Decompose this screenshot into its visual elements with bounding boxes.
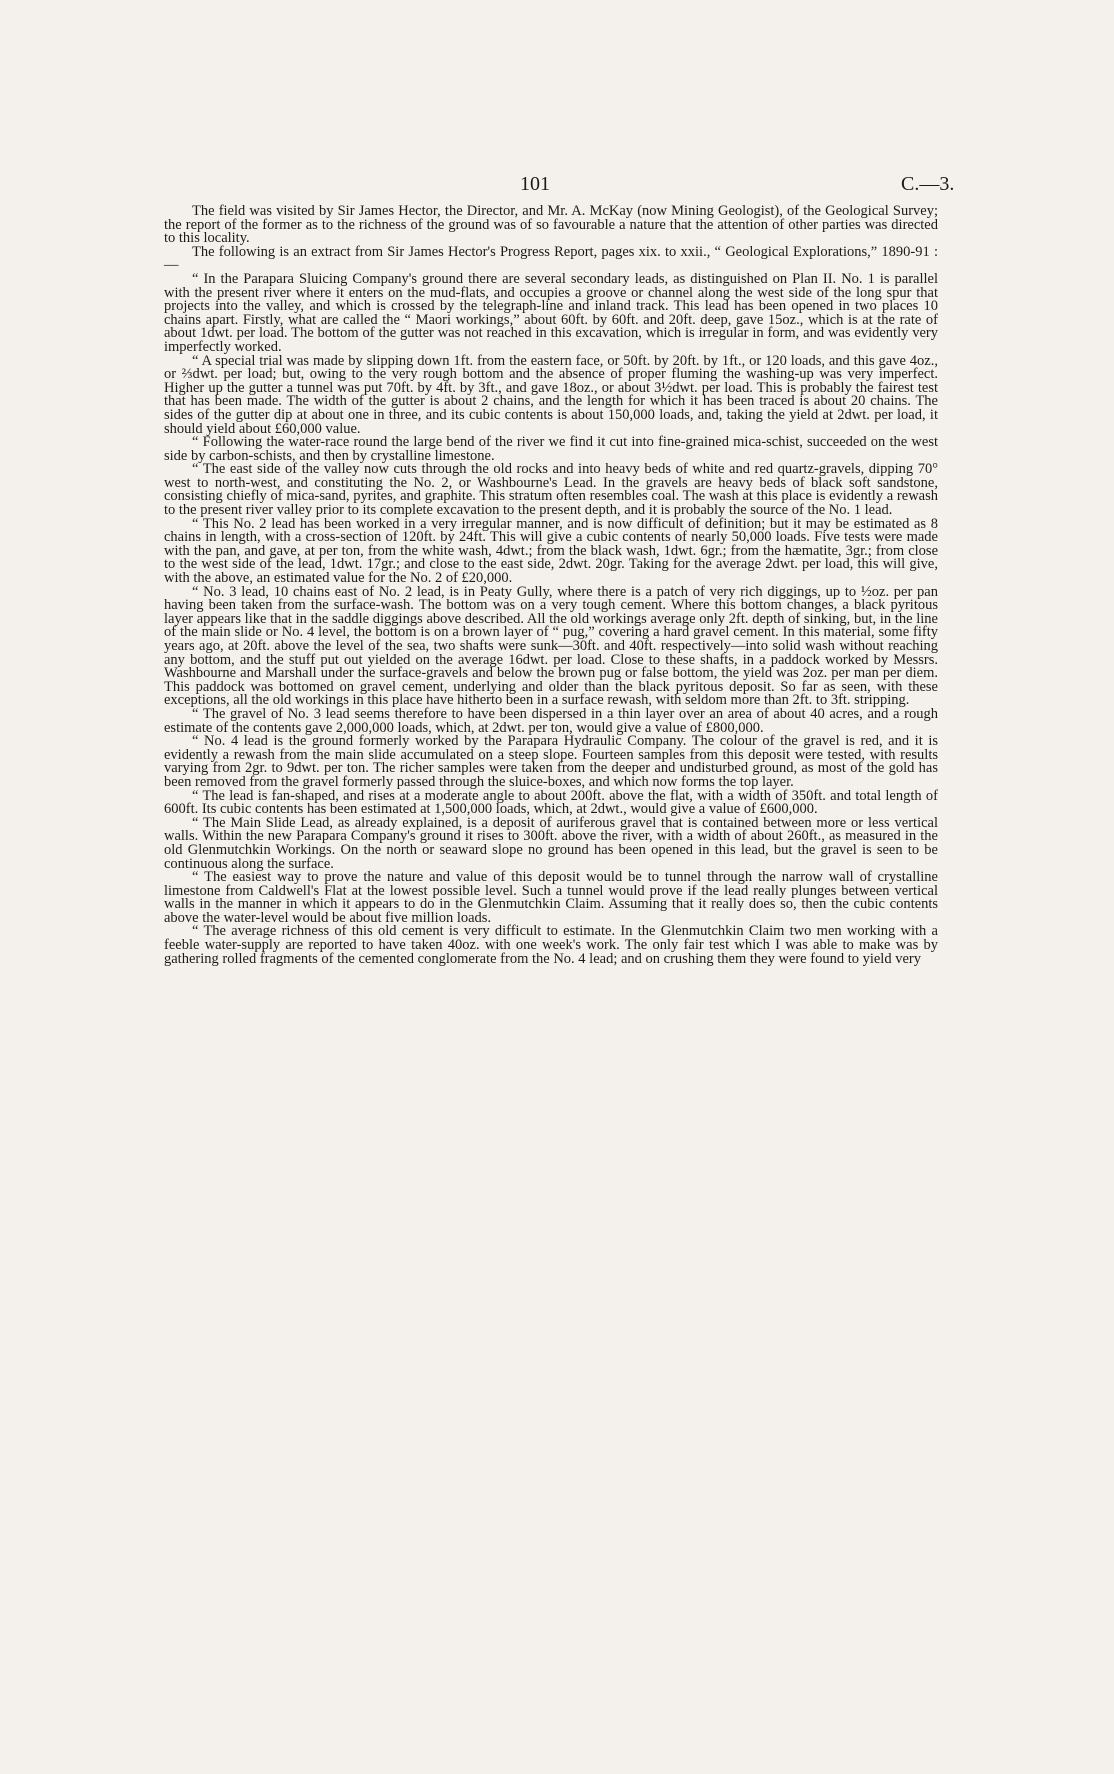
paragraph: The following is an extract from Sir James Hector's Progress Report, pages xix. to xxii., “ Geological Explorations,” 1890-91 :— bbox=[164, 243, 938, 274]
paragraph: “ A special trial was made by slipping down 1ft. from the eastern face, or 50ft. by 20ft. by 1ft., or 120 loads, and this gave 4oz., or ⅔dwt. per load; but, owing to the very rough bottom and the absence of proper fluming the washing-up was very imperfect. Higher up the gutter a tunnel was put 70ft. by 4ft. by 3ft., and gave 18oz., or about 3½dwt. per load. This is probably the fairest test that has been made. The width of the gutter is about 2 chains, and the length for which it has been traced is about 20 chains. The sides of the gutter dip at about one in three, and its cubic contents is about 150,000 loads, and, taking the yield at 2dwt. per load, it should yield about £60,000 value. bbox=[164, 352, 938, 437]
page-number: 101 bbox=[520, 173, 550, 195]
body-text bbox=[164, 205, 938, 966]
paragraph: “ The Main Slide Lead, as already explained, is a deposit of auriferous gravel that is contained between more or less vertical walls. Within the new Parapara Company's ground it rises to 300ft. above the river, with a width of about 260ft., as measured in the old Glenmutchkin Workings. On the north or seaward slope no ground has been opened in this lead, but the gravel is seen to be continuous along the surface. bbox=[164, 814, 938, 872]
page-header bbox=[0, 173, 1114, 197]
paragraph: “ No. 4 lead is the ground formerly worked by the Parapara Hydraulic Company. The colour of the gravel is red, and it is evidently a rewash from the main slide accumulated on a steep slope. Fourteen samples from this deposit were tested, with results varying from 2gr. to 9dwt. per ton. The richer samples were taken from the deeper and undisturbed ground, as most of the gold has been removed from the gravel formerly passed through the sluice-boxes, and which now forms the top layer. bbox=[164, 733, 938, 790]
paragraph: The field was visited by Sir James Hector, the Director, and Mr. A. McKay (now Mining Geologist), of the Geological Survey; the report of the former as to the richness of the ground was of so favourable a nature that the attention of other parties was directed to this locality. bbox=[164, 203, 938, 247]
paragraph: “ In the Parapara Sluicing Company's ground there are several secondary leads, as distinguished on Plan II. No. 1 is parallel with the present river where it enters on the mud-flats, and occupies a groove or channel along the west side of the long spur that projects into the valley, and which is crossed by the telegraph-line and inland track. This lead has been opened in two places 10 chains apart. Firstly, what are called the “ Maori workings,” about 60ft. by 60ft. and 20ft. deep, gave 15oz., which is at the rate of about 1dwt. per load. The bottom of the gutter was not reached in this excavation, which is irregular in form, and was evidently very imperfectly worked. bbox=[164, 270, 938, 355]
paragraph: “ The easiest way to prove the nature and value of this deposit would be to tunnel through the narrow wall of crystalline limestone from Caldwell's Flat at the lowest possible level. Such a tunnel would prove if the lead really plunges between vertical walls in the manner in which it appears to do in the Glenmutchkin Claim. Assuming that it really does so, then the cubic contents above the water-level would be about five million loads. bbox=[164, 869, 938, 926]
paragraph: “ This No. 2 lead has been worked in a very irregular manner, and is now difficult of definition; but it may be estimated as 8 chains in length, with a cross-section of 120ft. by 24ft. This will give a cubic contents of nearly 50,000 loads. Five tests were made with the pan, and gave, at per ton, from the white wash, 4dwt.; from the black wash, 1dwt. 6gr.; from the hæmatite, 3gr.; from close to the west side of the lead, 1dwt. 17gr.; and close to the east side, 2dwt. 20gr. Taking for the average 2dwt. per load, this will give, with the above, an estimated value for the No. 2 of £20,000. bbox=[164, 515, 938, 587]
paragraph: “ The average richness of this old cement is very difficult to estimate. In the Glenmutchkin Claim two men working with a feeble water-supply are reported to have taken 40oz. with one week's work. The only fair test which I was able to make was by gathering rolled fragments of the cemented conglomerate from the No. 4 lead; and on crushing them they were found to yield very bbox=[164, 923, 938, 967]
paragraph: “ The lead is fan-shaped, and rises at a moderate angle to about 200ft. above the flat, with a width of 350ft. and total length of 600ft. Its cubic contents has been estimated at 1,500,000 loads, which, at 2dwt., would give a value of £600,000. bbox=[164, 787, 938, 818]
document-reference: C.—3. bbox=[901, 173, 955, 195]
paragraph: “ Following the water-race round the large bend of the river we find it cut into fine-grained mica-schist, succeeded on the west side by carbon-schists, and then by crystalline limestone. bbox=[164, 434, 938, 464]
paragraph: “ The east side of the valley now cuts through the old rocks and into heavy beds of white and red quartz-gravels, dipping 70° west to north-west, and constituting the No. 2, or Washbourne's Lead. In the gravels are heavy beds of black soft sandstone, consisting chiefly of mica-sand, pyrites, and graphite. This stratum often resembles coal. The wash at this place is evidently a rewash to the present river valley prior to its complete excavation to the present depth, and it is probably the source of the No. 1 lead. bbox=[164, 461, 938, 519]
paragraph: “ No. 3 lead, 10 chains east of No. 2 lead, is in Peaty Gully, where there is a patch of very rich diggings, up to ½oz. per pan having been taken from the surface-wash. The bottom was on a very tough cement. Where this bottom changes, a black pyritous layer appears like that in the saddle diggings above described. All the old workings average only 2ft. depth of sinking, but, in the line of the main slide or No. 4 level, the bottom is on a brown layer of “ pug,” covering a hard gravel cement. In this material, some fifty years ago, at 20ft. above the level of the sea, two shafts were sunk—30ft. and 40ft. respectively—into solid wash without reaching any bottom, and the stuff put out yielded on the average 16dwt. per load. Close to these shafts, in a paddock worked by Messrs. Washbourne and Marshall under the surface-gravels and below the brown pug or false bottom, the yield was 2oz. per man per diem. This paddock was bottomed on gravel cement, underlying and older than the black pyritous deposit. So far as seen, with these exceptions, all the old workings in this place have hitherto been in a surface rewash, with seldom more than 2ft. to 3ft. stripping. bbox=[164, 583, 938, 709]
paragraph: “ The gravel of No. 3 lead seems therefore to have been dispersed in a thin layer over an area of about 40 acres, and a rough estimate of the contents gave 2,000,000 loads, which, at 2dwt. per ton, would give a value of £800,000. bbox=[164, 705, 938, 736]
